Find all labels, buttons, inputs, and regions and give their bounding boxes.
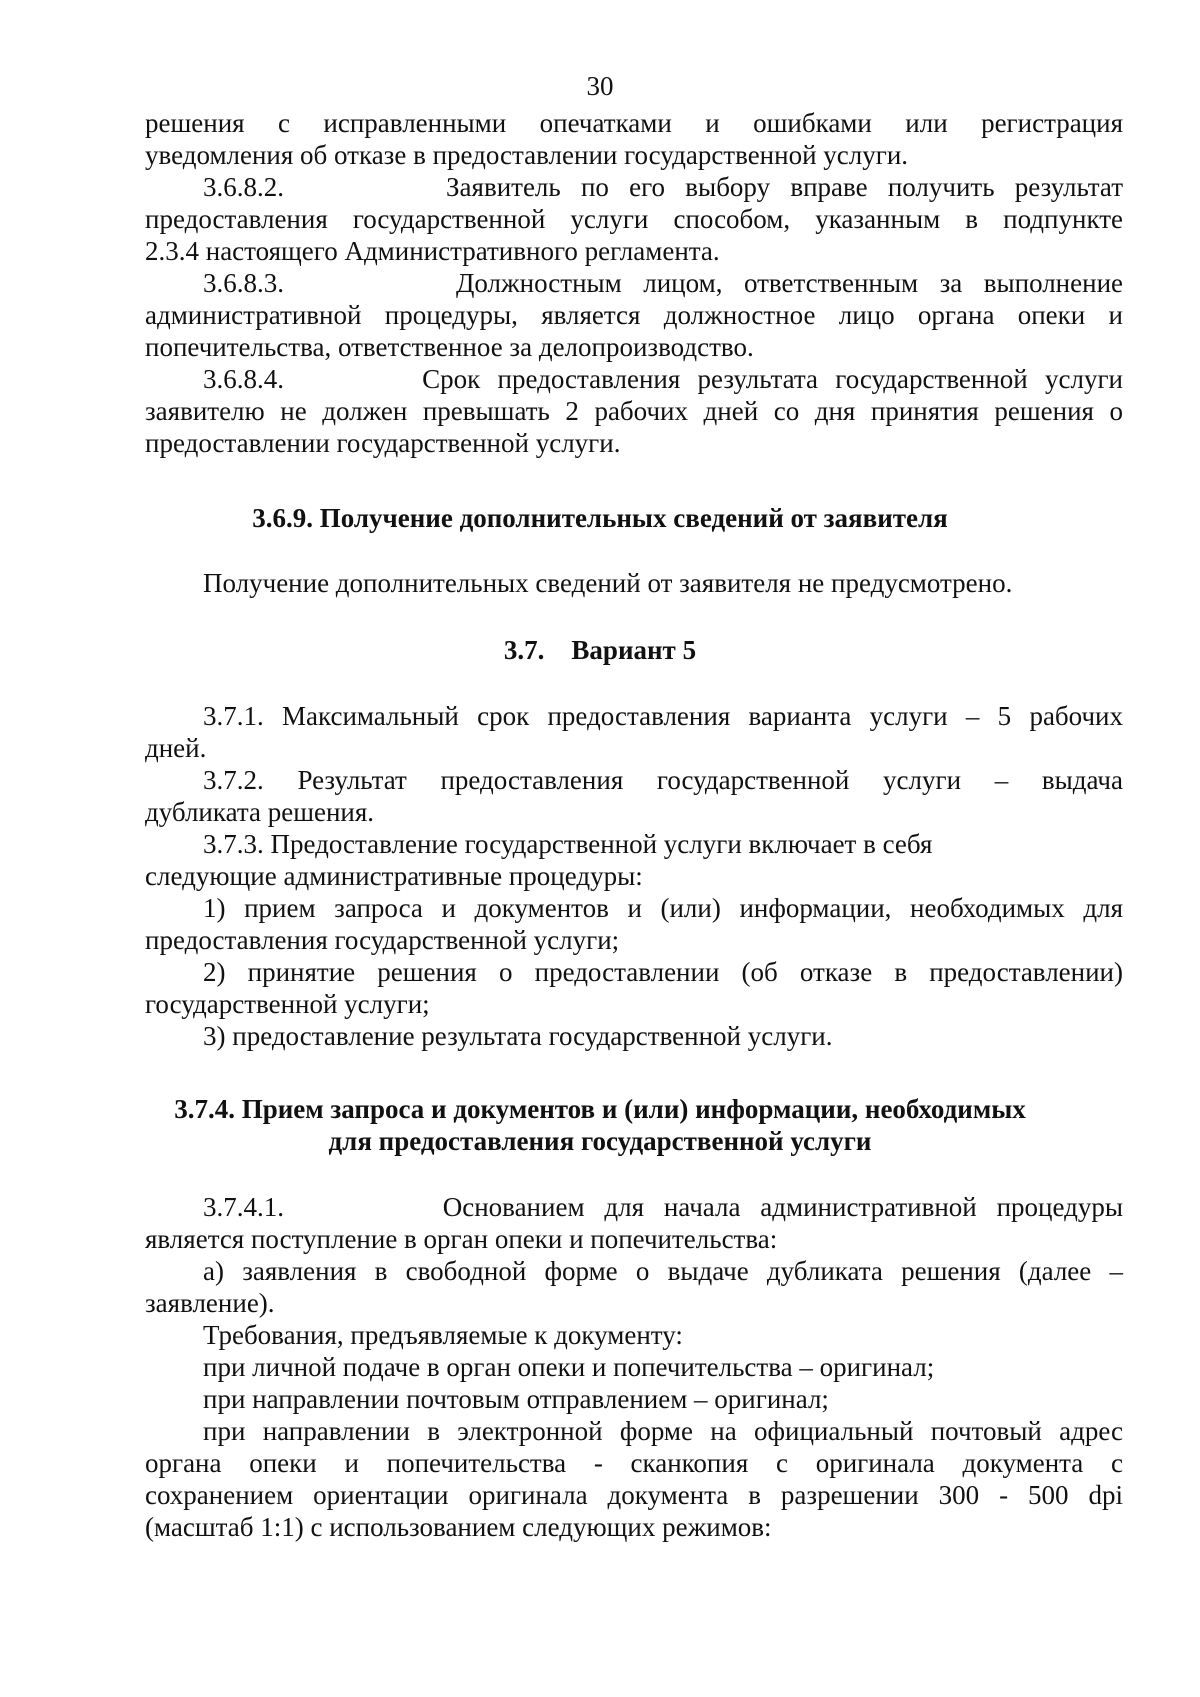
text-line: дубликата решения. xyxy=(145,797,375,827)
text-line: 3.6.8.4. Срок предоставления результата государственной услуги xyxy=(203,364,1123,394)
text-line: 3.7.4.1. Основанием для начала административной процедуры xyxy=(203,1192,1123,1222)
text-line: 3.6.8.2. Заявитель по его выбору вправе получить результат xyxy=(203,172,1123,202)
text-line: предоставлении государственной услуги. xyxy=(145,428,621,458)
text-line: административной процедуры, является должностное лицо органа опеки и xyxy=(145,300,1123,330)
text-line: сохранением ориентации оригинала документа в разрешении 300 - 500 dpi xyxy=(145,1480,1123,1510)
section-heading: 3.7.4. Прием запроса и документов и (или) информации, необходимых xyxy=(174,1094,1026,1124)
text-line: заявление). xyxy=(145,1288,275,1318)
text-line: предоставления государственной услуги способом, указанным в подпункте xyxy=(145,204,1123,234)
text-line: уведомления об отказе в предоставлении государственной услуги. xyxy=(145,140,909,170)
text-line: при направлении в электронной форме на официальный почтовый адрес xyxy=(203,1416,1123,1446)
text-line: при личной подаче в орган опеки и попечительства – оригинал; xyxy=(203,1352,935,1382)
text-line: государственной услуги; xyxy=(145,989,430,1019)
section-heading: для предоставления государственной услуги xyxy=(328,1126,872,1156)
text-line: является поступление в орган опеки и попечительства: xyxy=(145,1224,778,1254)
text-line: органа опеки и попечительства - сканкопия с оригинала документа с xyxy=(145,1448,1123,1478)
text-line: (масштаб 1:1) с использованием следующих режимов: xyxy=(145,1512,772,1542)
list-item: 2) принятие решения о предоставлении (об отказе в предоставлении) xyxy=(203,957,1123,987)
text-line: попечительства, ответственное за делопроизводство. xyxy=(145,332,754,362)
text-line: 3.7.3. Предоставление государственной услуги включает в себя xyxy=(203,829,933,859)
section-heading: 3.6.9. Получение дополнительных сведений от заявителя xyxy=(252,503,948,533)
section-heading: 3.7. Вариант 5 xyxy=(503,635,697,665)
text-line: Получение дополнительных сведений от заявителя не предусмотрено. xyxy=(203,568,1013,598)
text-line: 3.7.2. Результат предоставления государственной услуги – выдача xyxy=(203,765,1123,795)
page-number: 30 xyxy=(586,71,614,101)
text-line: предоставления государственной услуги; xyxy=(145,925,620,955)
text-line: заявителю не должен превышать 2 рабочих дней со дня принятия решения о xyxy=(145,396,1123,426)
list-item: 1) прием запроса и документов и (или) информации, необходимых для xyxy=(203,893,1123,923)
text-line: 3.7.1. Максимальный срок предоставления варианта услуги – 5 рабочих xyxy=(203,701,1123,731)
text-line: следующие административные процедуры: xyxy=(145,861,643,891)
text-line: а) заявления в свободной форме о выдаче дубликата решения (далее – xyxy=(203,1256,1123,1286)
text-line: Требования, предъявляемые к документу: xyxy=(203,1320,683,1350)
text-line: 3.6.8.3. Должностным лицом, ответственным за выполнение xyxy=(203,268,1123,298)
text-line: при направлении почтовым отправлением – оригинал; xyxy=(203,1384,829,1414)
list-item: 3) предоставление результата государственной услуги. xyxy=(203,1021,833,1051)
text-line: решения с исправленными опечатками и ошибками или регистрация xyxy=(145,108,1123,138)
text-line: дней. xyxy=(145,733,207,763)
text-line: 2.3.4 настоящего Административного регламента. xyxy=(145,236,720,266)
